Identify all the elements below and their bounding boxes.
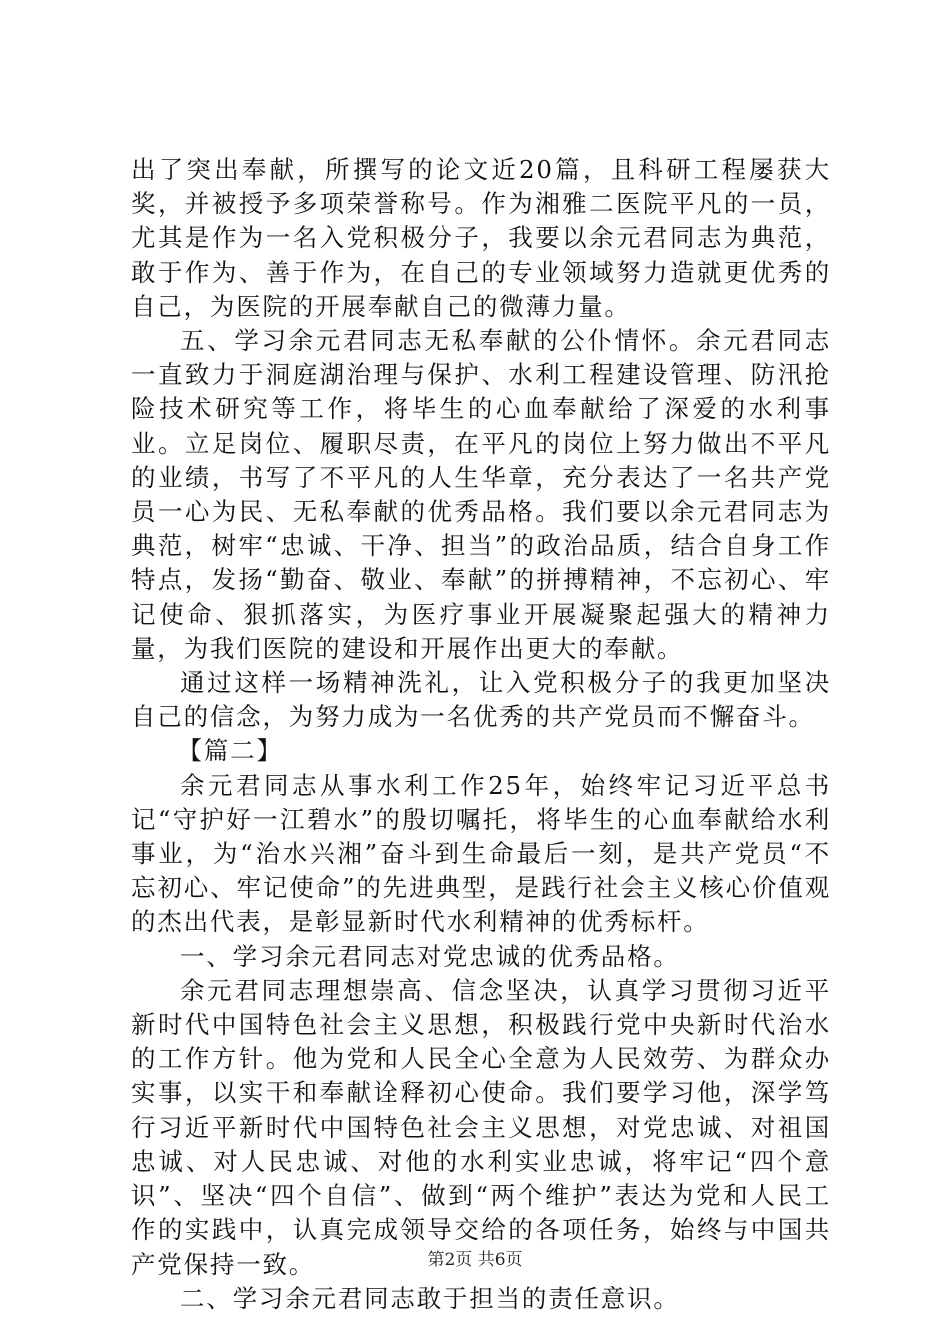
paragraph-intro: 余元君同志从事水利工作25年，始终牢记习近平总书记“守护好一江碧水”的殷切嘱托，将毕生的心血奉献给水利事业，为“治水兴湘”奋斗到生命最后一刻，是共产党员“不忘初心、牢记使命”的先进典型，是践行社会主义核心价值观的杰出代表，是彰显新时代水利精神的优秀标杆。 xyxy=(131,770,831,937)
section-heading-two: 二、学习余元君同志敢于担当的责任意识。 xyxy=(180,1283,680,1313)
paragraph-conclusion: 通过这样一场精神洗礼，让入党积极分子的我更加坚决自己的信念，为努力成为一名优秀的共产党员而不懈奋斗。 xyxy=(131,668,831,732)
paragraph-section-one: 余元君同志理想崇高、信念坚决，认真学习贯彻习近平新时代中国特色社会主义思想，积极践行党中央新时代治水的工作方针。他为党和人民全心全意为人民效劳、为群众办实事，以实干和奉献诠释初心使命。我们要学习他，深学笃行习近平新时代中国特色社会主义思想，对党忠诚、对祖国忠诚、对人民忠诚、对他的水利实业忠诚，将牢记“四个意识”、坚决“四个自信”、做到“两个维护”表达为党和人民工作的实践中，认真完成领导交给的各项任务，始终与中国共产党保持一致。 xyxy=(131,975,831,1279)
page-number: 第2页 共6页 xyxy=(427,1250,523,1270)
chapter-heading: 【篇二】 xyxy=(177,736,283,766)
document-body xyxy=(131,153,831,1316)
paragraph-continuation: 出了突出奉献，所撰写的论文近20篇，且科研工程屡获大奖，并被授予多项荣誉称号。作为湘雅二医院平凡的一员，尤其是作为一名入党积极分子，我要以余元君同志为典范，敢于作为、善于作为，在自己的专业领域努力造就更优秀的自己，为医院的开展奉献自己的微薄力量。 xyxy=(131,155,831,321)
paragraph-section-five: 五、学习余元君同志无私奉献的公仆情怀。余元君同志一直致力于洞庭湖治理与保护、水利工程建设管理、防汛抢险技术研究等工作，将毕生的心血奉献给了深爱的水利事业。立足岗位、履职尽责，在平凡的岗位上努力做出不平凡的业绩，书写了不平凡的人生华章，充分表达了一名共产党员一心为民、无私奉献的优秀品格。我们要以余元君同志为典范，树牢“忠诚、干净、担当”的政治品质，结合自身工作特点，发扬“勤奋、敬业、奉献”的拼搏精神，不忘初心、牢记使命、狠抓落实，为医疗事业开展凝聚起强大的精神力量，为我们医院的建设和开展作出更大的奉献。 xyxy=(131,326,831,663)
section-heading-one: 一、学习余元君同志对党忠诚的优秀品格。 xyxy=(180,941,680,971)
